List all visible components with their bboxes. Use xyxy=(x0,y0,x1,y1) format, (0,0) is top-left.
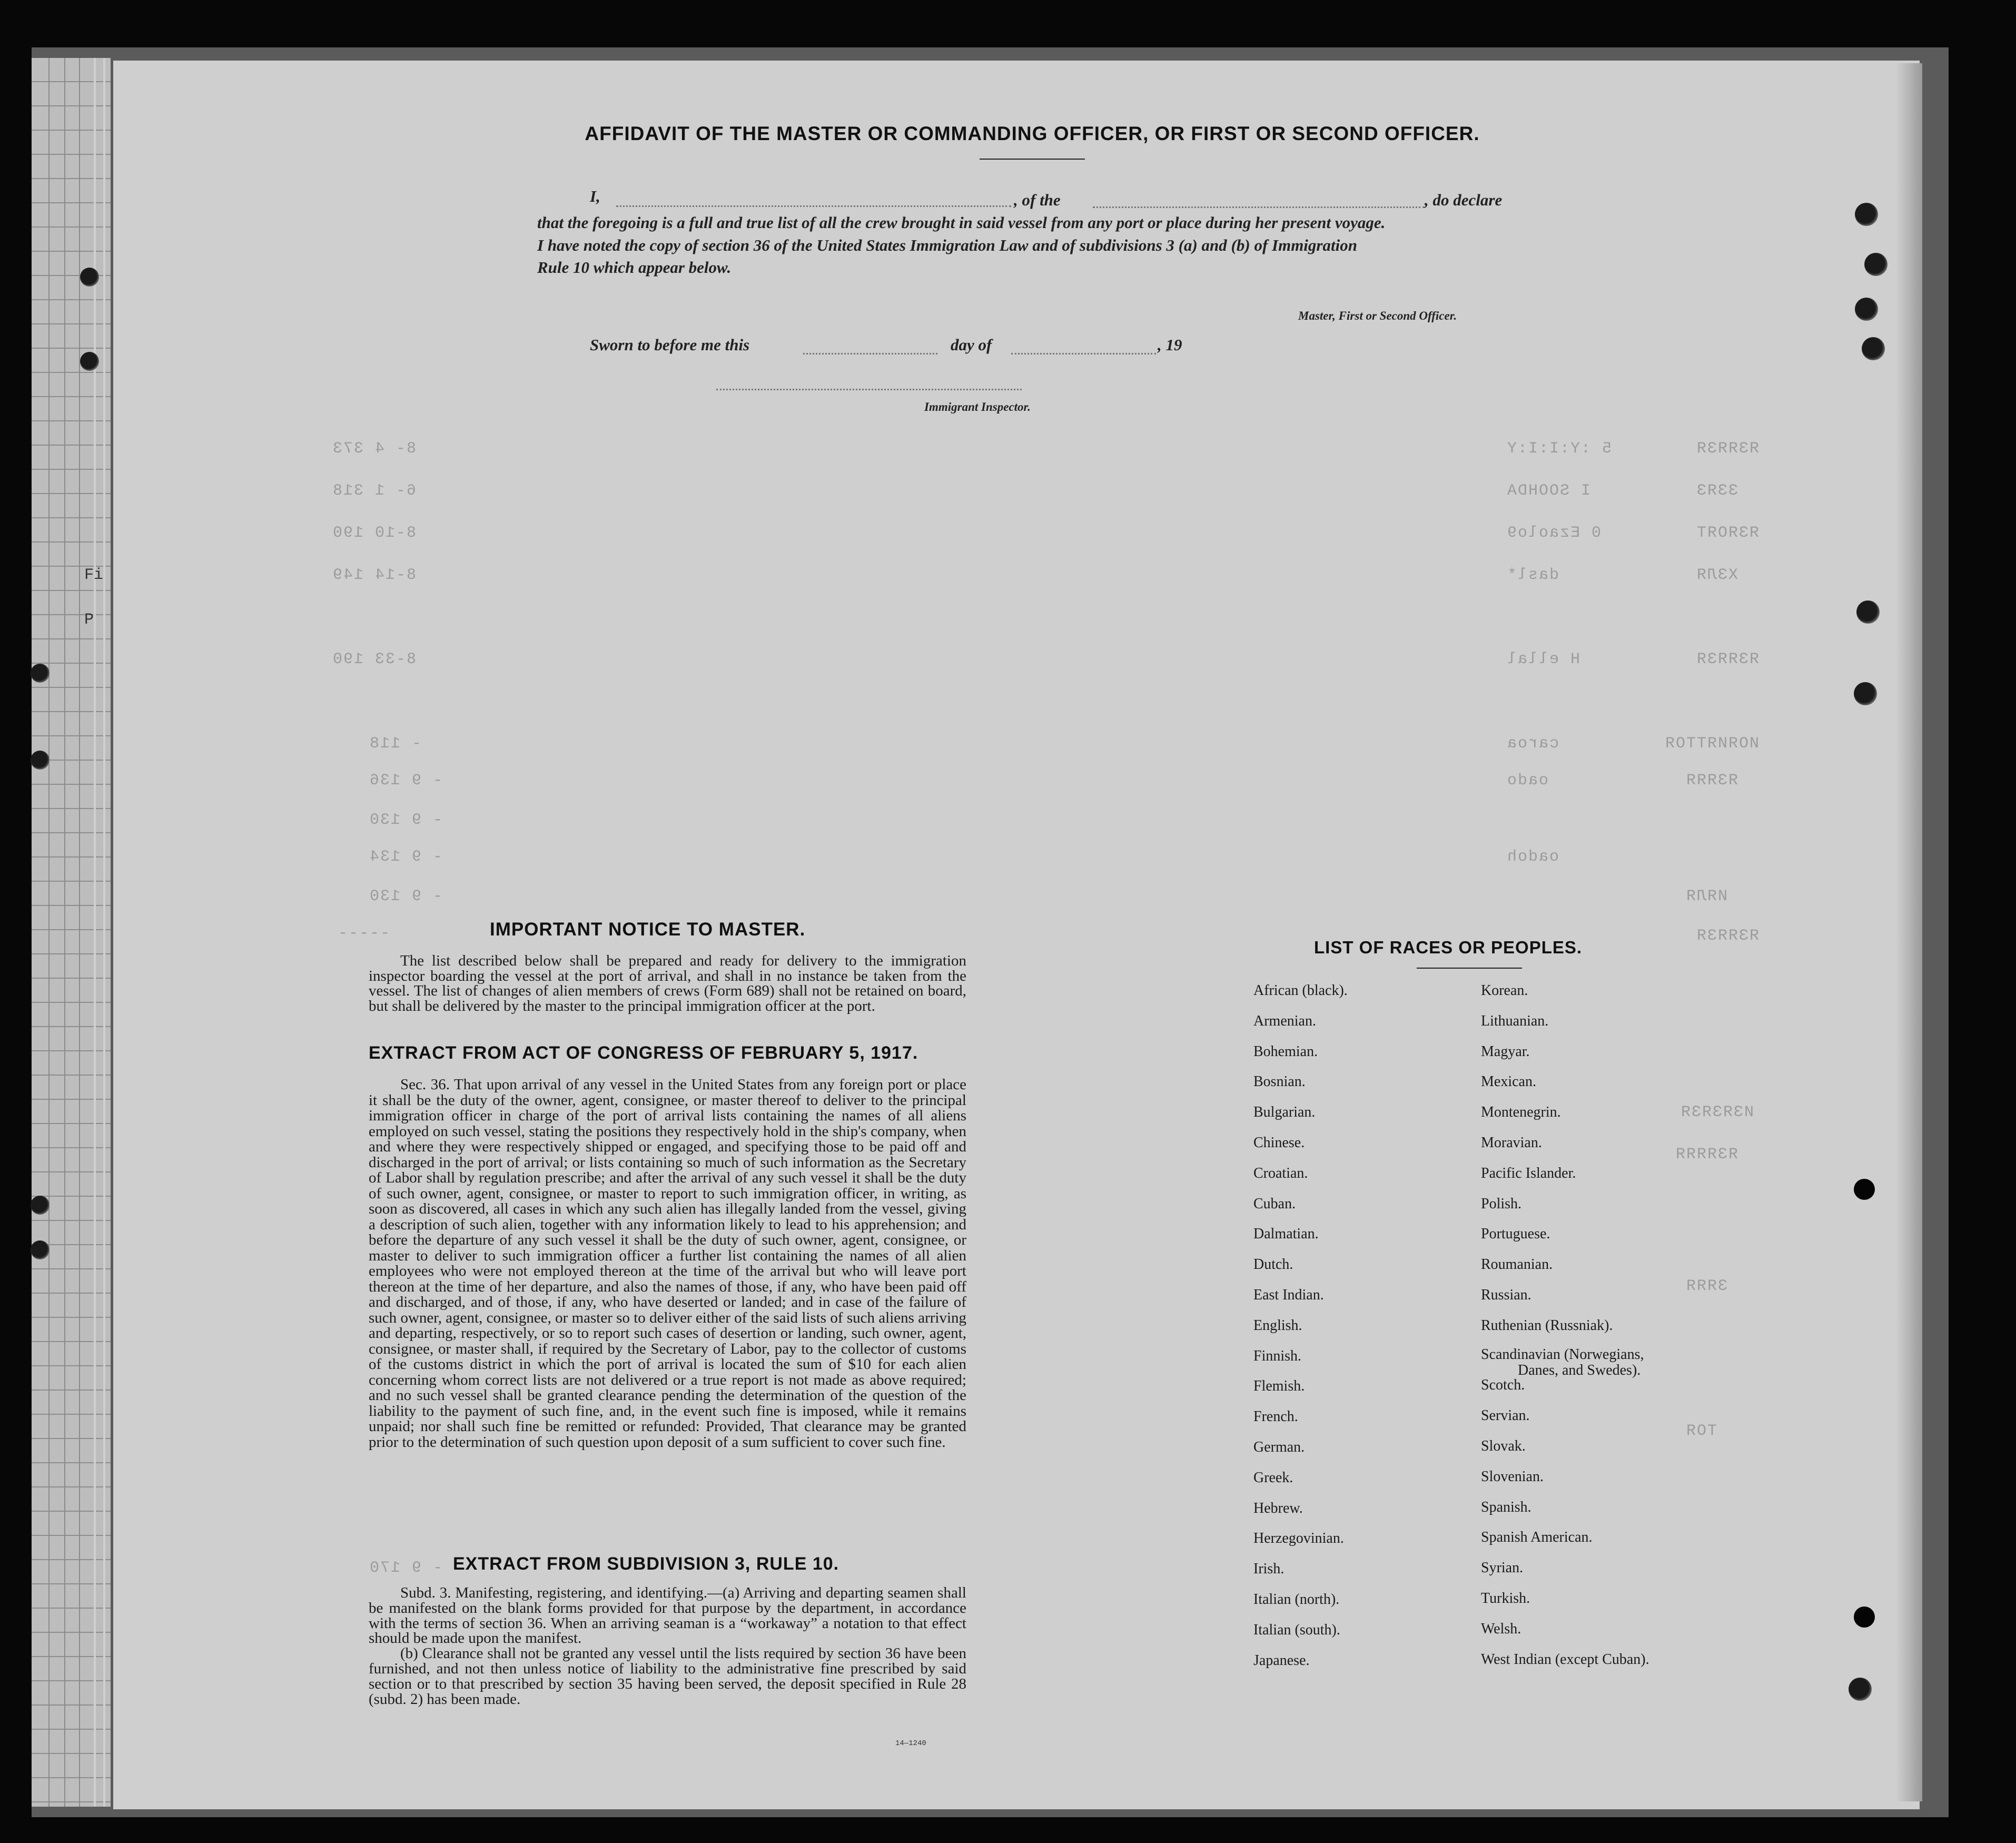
notice-text: The list described below shall be prepared and ready for delivery to the immigration inspector boarding the vessel at the port of arrival, and shall in no instance be taken from the vessel. The list of changes of alien members of crews (Form 689) shall not be retained on board, but shall be delivered by the master to the principal immigration officer at the port. xyxy=(369,952,966,1015)
page-edge xyxy=(103,58,105,1807)
race-item: West Indian (except Cuban). xyxy=(1481,1651,1649,1668)
ledger-rule xyxy=(48,58,50,1807)
race-item: African (black). xyxy=(1253,982,1348,999)
extract-rule-text-a: Subd. 3. Manifesting, registering, and identifying.—(a) Arriving and departing seamen shall be manifested on the blank forms provided for that purpose by the department, in accordance with the terms of section 36. When an arriving seaman is a “workaway” a notation to that effect should be made upon the manifest. xyxy=(369,1584,966,1647)
races-right-column xyxy=(1481,982,1649,1681)
race-item: Montenegrin. xyxy=(1481,1104,1561,1121)
notice-title: IMPORTANT NOTICE TO MASTER. xyxy=(490,919,806,940)
binding-hole xyxy=(31,664,50,683)
ledger-mark: Fi xyxy=(84,566,104,584)
race-item: Armenian. xyxy=(1253,1012,1316,1029)
race-item: Scotch. xyxy=(1481,1377,1525,1394)
binding-hole xyxy=(1862,337,1885,360)
extract-act-text: Sec. 36. That upon arrival of any vessel in the United States from any foreign port or place it shall be the duty of the owner, agent, consignee, or master thereof to deliver to the principal immigration officer in charge of the port of arrival lists containing the names of all aliens employed on such vessel, stating the positions they respectively hold in the ship's company, when and where they were respectively shipped or engaged, and specifying those to be paid off and discharged in the port of arrival; or lists containing so much of such information as the Secretary of Labor shall by regulation prescribe; and after the arrival of any such vessel it shall be the duty of such owner, agent, consignee, or master to report to such immigration officer, in writing, as soon as discovered, all cases in which any such alien has illegally landed from the vessel, giving a description of such alien, together with any information likely to lead to his apprehension; and before the departure of any such vessel it shall be the duty of such owner, agent, consignee, or master to deliver to such immigration officer a further list containing the names of all alien employees who were not employed thereon at the time of the arrival but who will leave port thereon at the time of her departure, and also the names of those, if any, who have been paid off and discharged, and of those, if any, who have deserted or landed; and in case of the failure of such owner, agent, consignee, or master so to deliver either of the said lists of such aliens arriving and departing, respectively, or so to report such cases of desertion or landing, such owner, agent, consignee, or master shall, if required by the Secretary of Labor, pay to the collector of customs of the customs district in which the port of arrival is located the sum of $10 for each alien concerning whom correct lists are not delivered or a true report is not made as above required; and no such vessel shall be granted clearance pending the determination of the question of the liability to the payment of such fine, and, in the event such fine is imposed, while it remains unpaid; nor shall such fine be remitted or refunded: Provided, That clearance may be granted prior to the determination of such question upon deposit of a sum sufficient to cover such fine. xyxy=(369,1076,966,1451)
race-item: Slovenian. xyxy=(1481,1468,1544,1485)
page-edge xyxy=(94,58,96,1807)
form-number: 14—1240 xyxy=(895,1739,926,1748)
name-blank-line xyxy=(616,205,1011,207)
binding-hole xyxy=(1854,1607,1875,1628)
year-label: , 19 xyxy=(1158,336,1182,354)
race-item: Dutch. xyxy=(1253,1256,1293,1273)
title-underline xyxy=(980,159,1085,160)
inspector-signature-line xyxy=(716,389,1022,390)
race-item: Hebrew. xyxy=(1253,1500,1303,1516)
binding-hole xyxy=(80,352,99,371)
affidavit-line-4: Rule 10 which appear below. xyxy=(537,258,732,277)
affidavit-title: AFFIDAVIT OF THE MASTER OR COMMANDING OFFICER, OR FIRST OR SECOND OFFICER. xyxy=(585,123,1480,144)
binding-hole xyxy=(31,751,50,770)
race-item: Turkish. xyxy=(1481,1590,1530,1607)
day-of-label: day of xyxy=(951,336,992,354)
race-item: Dalmatian. xyxy=(1253,1226,1319,1243)
race-item: Japanese. xyxy=(1253,1652,1310,1669)
race-item: Bulgarian. xyxy=(1253,1104,1316,1121)
binding-hole xyxy=(1854,1179,1875,1200)
extract-rule-body xyxy=(369,1585,966,1707)
binding-hole xyxy=(1854,682,1877,705)
race-item: Polish. xyxy=(1481,1195,1522,1212)
extract-rule-text-b: (b) Clearance shall not be granted any vessel until the lists required by section 36 have been furnished, and not then unless notice of liability to the administrative fine prescribed by said section or to that prescribed by section 35 having been served, the deposit specified in Rule 28 (subd. 2) has been made. xyxy=(369,1645,966,1708)
races-left-column xyxy=(1253,982,1348,1682)
race-item: Servian. xyxy=(1481,1407,1530,1424)
race-item: Ruthenian (Russniak). xyxy=(1481,1317,1613,1334)
races-title: LIST OF RACES OR PEOPLES. xyxy=(1314,938,1583,957)
race-item: French. xyxy=(1253,1408,1298,1425)
race-item: Irish. xyxy=(1253,1561,1284,1578)
race-item: Russian. xyxy=(1481,1286,1531,1303)
race-item: Flemish. xyxy=(1253,1378,1305,1395)
binding-hole xyxy=(1855,298,1878,321)
page-right-edge xyxy=(1896,63,1922,1801)
binding-hole xyxy=(1856,600,1880,624)
race-item: Chinese. xyxy=(1253,1134,1305,1151)
extract-act-body xyxy=(369,1077,966,1450)
day-blank-line xyxy=(803,353,937,354)
binding-hole xyxy=(1849,1678,1872,1701)
race-item: Portuguese. xyxy=(1481,1226,1550,1243)
race-item: Moravian. xyxy=(1481,1134,1542,1151)
race-item: English. xyxy=(1253,1317,1302,1334)
race-item-line: Scandinavian (Norwegians, xyxy=(1481,1346,1644,1363)
race-item: Roumanian. xyxy=(1481,1256,1553,1273)
ledger-mark: P xyxy=(84,611,94,629)
races-title-underline xyxy=(1417,968,1522,969)
race-item: Croatian. xyxy=(1253,1165,1308,1181)
of-the-label: , of the xyxy=(1014,191,1061,209)
race-item: Lithuanian. xyxy=(1481,1012,1549,1029)
binding-hole xyxy=(31,1240,50,1259)
do-declare-label: , do declare xyxy=(1425,191,1503,209)
race-item: German. xyxy=(1253,1438,1305,1455)
race-item: Bosnian. xyxy=(1253,1073,1306,1090)
race-item: Bohemian. xyxy=(1253,1043,1318,1060)
race-item: Mexican. xyxy=(1481,1073,1536,1090)
race-item: Korean. xyxy=(1481,982,1528,999)
notice-body xyxy=(369,953,966,1014)
affidavit-i-label: I, xyxy=(590,187,600,205)
race-item: Slovak. xyxy=(1481,1437,1526,1454)
vessel-blank-line xyxy=(1093,206,1425,208)
race-item: Spanish. xyxy=(1481,1499,1531,1515)
binding-hole xyxy=(1864,253,1887,276)
extract-act-title: EXTRACT FROM ACT OF CONGRESS OF FEBRUARY 5, 1917. xyxy=(369,1043,918,1063)
extract-rule-title: EXTRACT FROM SUBDIVISION 3, RULE 10. xyxy=(453,1554,839,1574)
race-item: Cuban. xyxy=(1253,1195,1296,1212)
race-item-multiline xyxy=(1481,1347,1649,1377)
race-item: Spanish American. xyxy=(1481,1529,1593,1546)
ledger-rule xyxy=(64,58,65,1807)
race-item-line: Danes, and Swedes). xyxy=(1518,1362,1641,1378)
race-item: Welsh. xyxy=(1481,1620,1521,1637)
affidavit-line-3: I have noted the copy of section 36 of the United States Immigration Law and of subdivisions 3 (a) and (b) of Immigration xyxy=(537,236,1357,254)
binding-hole xyxy=(31,1196,50,1215)
inspector-label: Immigrant Inspector. xyxy=(924,400,1031,413)
race-item: Finnish. xyxy=(1253,1347,1302,1364)
race-item: Syrian. xyxy=(1481,1560,1524,1576)
month-blank-line xyxy=(1011,353,1156,354)
race-item: Pacific Islander. xyxy=(1481,1165,1576,1181)
race-item: East Indian. xyxy=(1253,1286,1324,1303)
race-item: Italian (south). xyxy=(1253,1621,1340,1638)
ledger-page-edge xyxy=(32,58,111,1807)
race-item: Magyar. xyxy=(1481,1043,1530,1060)
sworn-label: Sworn to before me this xyxy=(590,336,750,354)
race-item: Herzegovinian. xyxy=(1253,1530,1344,1547)
affidavit-line-2: that the foregoing is a full and true list of all the crew brought in said vessel from any port or place during her present voyage. xyxy=(537,213,1386,232)
binding-hole xyxy=(80,268,99,287)
race-item: Italian (north). xyxy=(1253,1591,1340,1608)
race-item: Greek. xyxy=(1253,1469,1293,1486)
binding-hole xyxy=(1855,203,1878,226)
ledger-rule xyxy=(79,58,80,1807)
master-signature-label: Master, First or Second Officer. xyxy=(1298,309,1457,322)
